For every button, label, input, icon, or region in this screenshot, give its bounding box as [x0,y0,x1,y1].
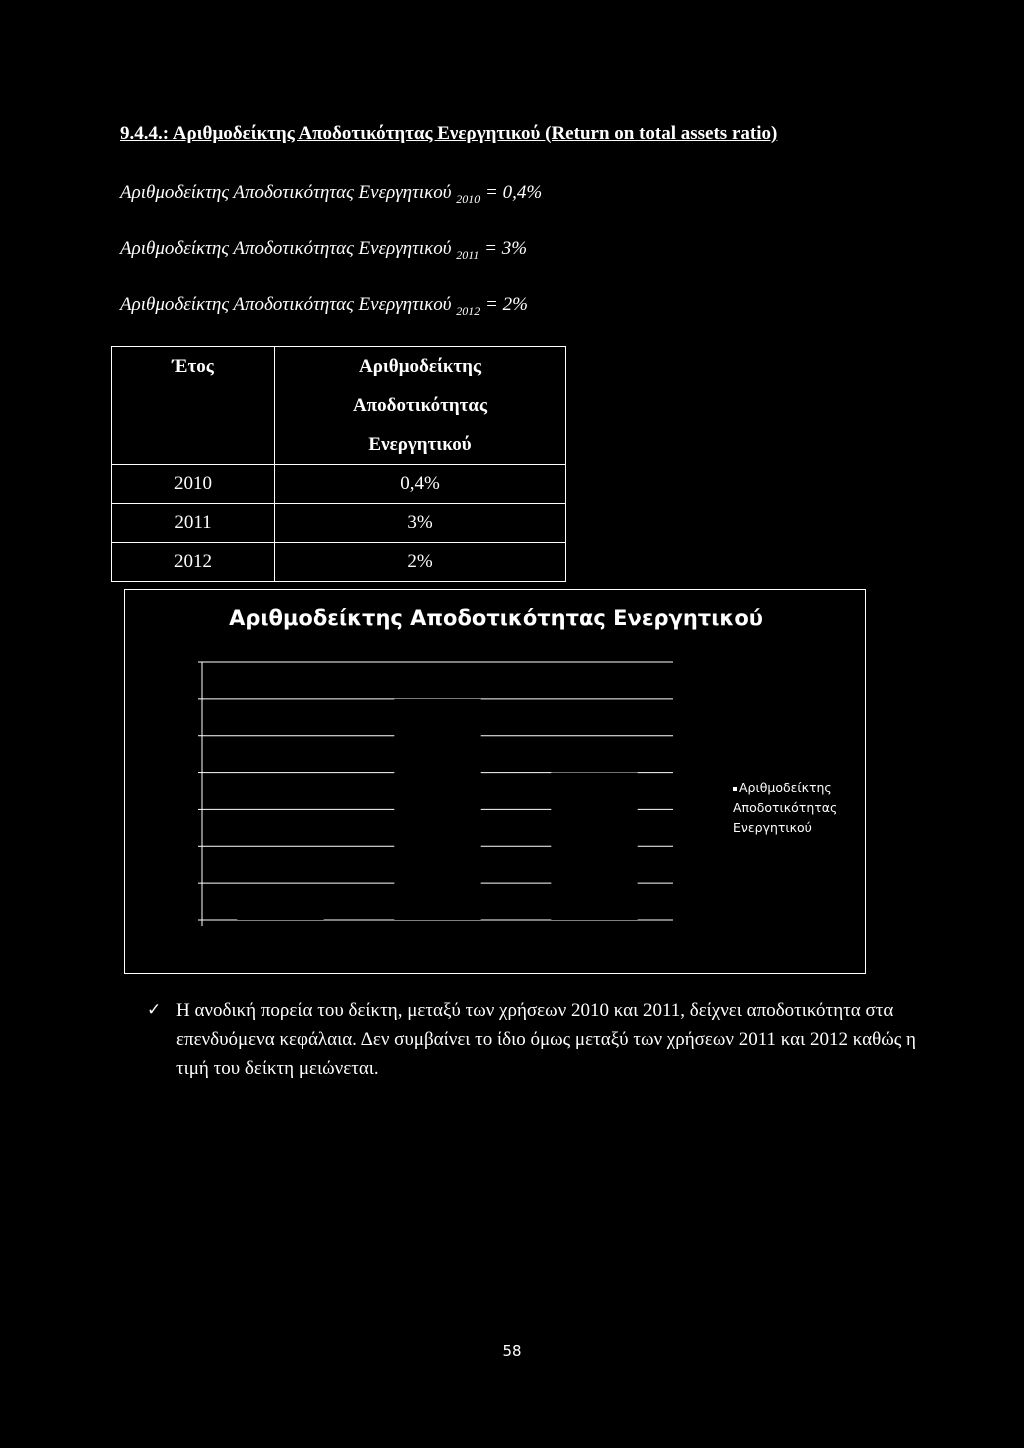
cell-year: 2011 [112,504,275,543]
cell-value: 2% [275,543,566,582]
formula-year: 2012 [456,303,481,318]
table-row [112,543,566,582]
chart-container [124,589,866,974]
formula-year: 2011 [456,247,480,262]
table-row [112,465,566,504]
header-year: Έτος [112,347,275,465]
chart-title: Αριθμοδείκτης Αποδοτικότητας Ενεργητικού [229,606,763,630]
legend-marker [733,787,737,791]
table-header-row [112,347,566,465]
formula-value: = 3% [484,238,528,259]
ratio-table [111,346,566,582]
formula-value: = 2% [485,294,528,315]
page-number: 58 [502,1342,522,1360]
formula-2012 [120,294,528,319]
cell-value: 3% [275,504,566,543]
cell-year: 2012 [112,543,275,582]
formula-2010 [120,182,542,207]
formula-label: Αριθμοδείκτης Αποδοτικότητας Ενεργητικού [120,238,452,259]
formula-label: Αριθμοδείκτης Αποδοτικότητας Ενεργητικού [120,182,452,203]
formula-year: 2010 [456,191,481,206]
checkmark-icon: ✓ [147,1000,162,1020]
header-ratio-line: Αριθμοδείκτης [359,356,481,377]
bar-2011 [394,699,480,920]
formula-label: Αριθμοδείκτης Αποδοτικότητας Ενεργητικού [120,294,452,315]
legend-label: Αποδοτικότητας [733,800,838,815]
legend-label: Ενεργητικού [733,820,812,835]
header-ratio [275,347,566,465]
cell-year: 2010 [112,465,275,504]
formula-value: = 0,4% [485,182,543,203]
bar-2012 [551,773,637,920]
cell-value: 0,4% [275,465,566,504]
header-ratio-line: Αποδοτικότητας [352,395,488,416]
formula-2011 [120,238,527,263]
chart-legend [733,778,837,838]
legend-label: Αριθμοδείκτης [739,780,832,795]
conclusion-text: Η ανοδική πορεία του δείκτη, μεταξύ των χρήσεων 2010 και 2011, δείχνει αποδοτικότητα στα επενδυόμενα κεφάλαια. Δεν συμβαίνει το ίδιο όμως μεταξύ των χρήσεων 2011 και 2012 καθώς η τιμή του δείκτη μειώνεται. [176,1000,916,1079]
bar-2010 [237,891,323,920]
table-row [112,504,566,543]
header-ratio-line: Ενεργητικού [368,434,472,455]
section-heading: 9.4.4.: Αριθμοδείκτης Αποδοτικότητας Ενεργητικού (Return on total assets ratio) [120,123,778,144]
